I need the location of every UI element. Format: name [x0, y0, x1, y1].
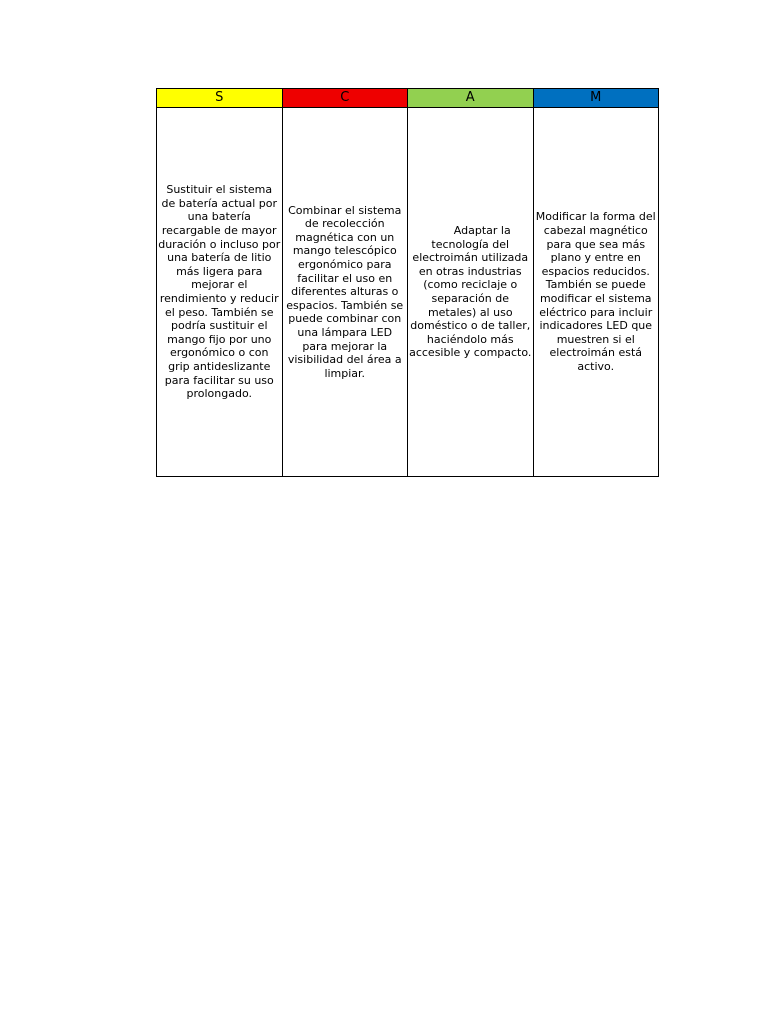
scamper-table [156, 88, 659, 477]
header-a: A [408, 89, 534, 108]
header-c: C [282, 89, 408, 108]
header-m: M [533, 89, 659, 108]
cell-c-text: Combinar el sistema de recolección magnética con un mango telescópico ergonómico para facilitar el uso en diferentes alturas o espacios. También se puede combinar con una lámpara LED para mejorar la visibilidad del área a limpiar. [286, 203, 404, 380]
cell-s-text: Sustituir el sistema de batería actual por una batería recargable de mayor duración o incluso por una batería de litio más ligera para mejorar el rendimiento y reducir el peso. También se podría sustituir el mango fijo por uno ergonómico o con grip antideslizante para facilitar su uso prolongado. [158, 183, 281, 401]
header-s: S [157, 89, 283, 108]
cell-m [533, 108, 659, 477]
cell-s [157, 108, 283, 477]
header-row [157, 89, 659, 108]
content-row [157, 108, 659, 477]
cell-m-text: Modificar la forma del cabezal magnético para que sea más plano y entre en espacios reducidos. También se puede modificar el sistema eléctrico para incluir indicadores LED que muestren si el electroimán está activo. [535, 210, 656, 373]
cell-a [408, 108, 534, 477]
cell-c [282, 108, 408, 477]
cell-a-text: Adaptar la tecnología del electroimán utilizada en otras industrias (como reciclaje o separación de metales) al uso doméstico o de taller, haciéndolo más accesible y compacto. [409, 224, 532, 360]
